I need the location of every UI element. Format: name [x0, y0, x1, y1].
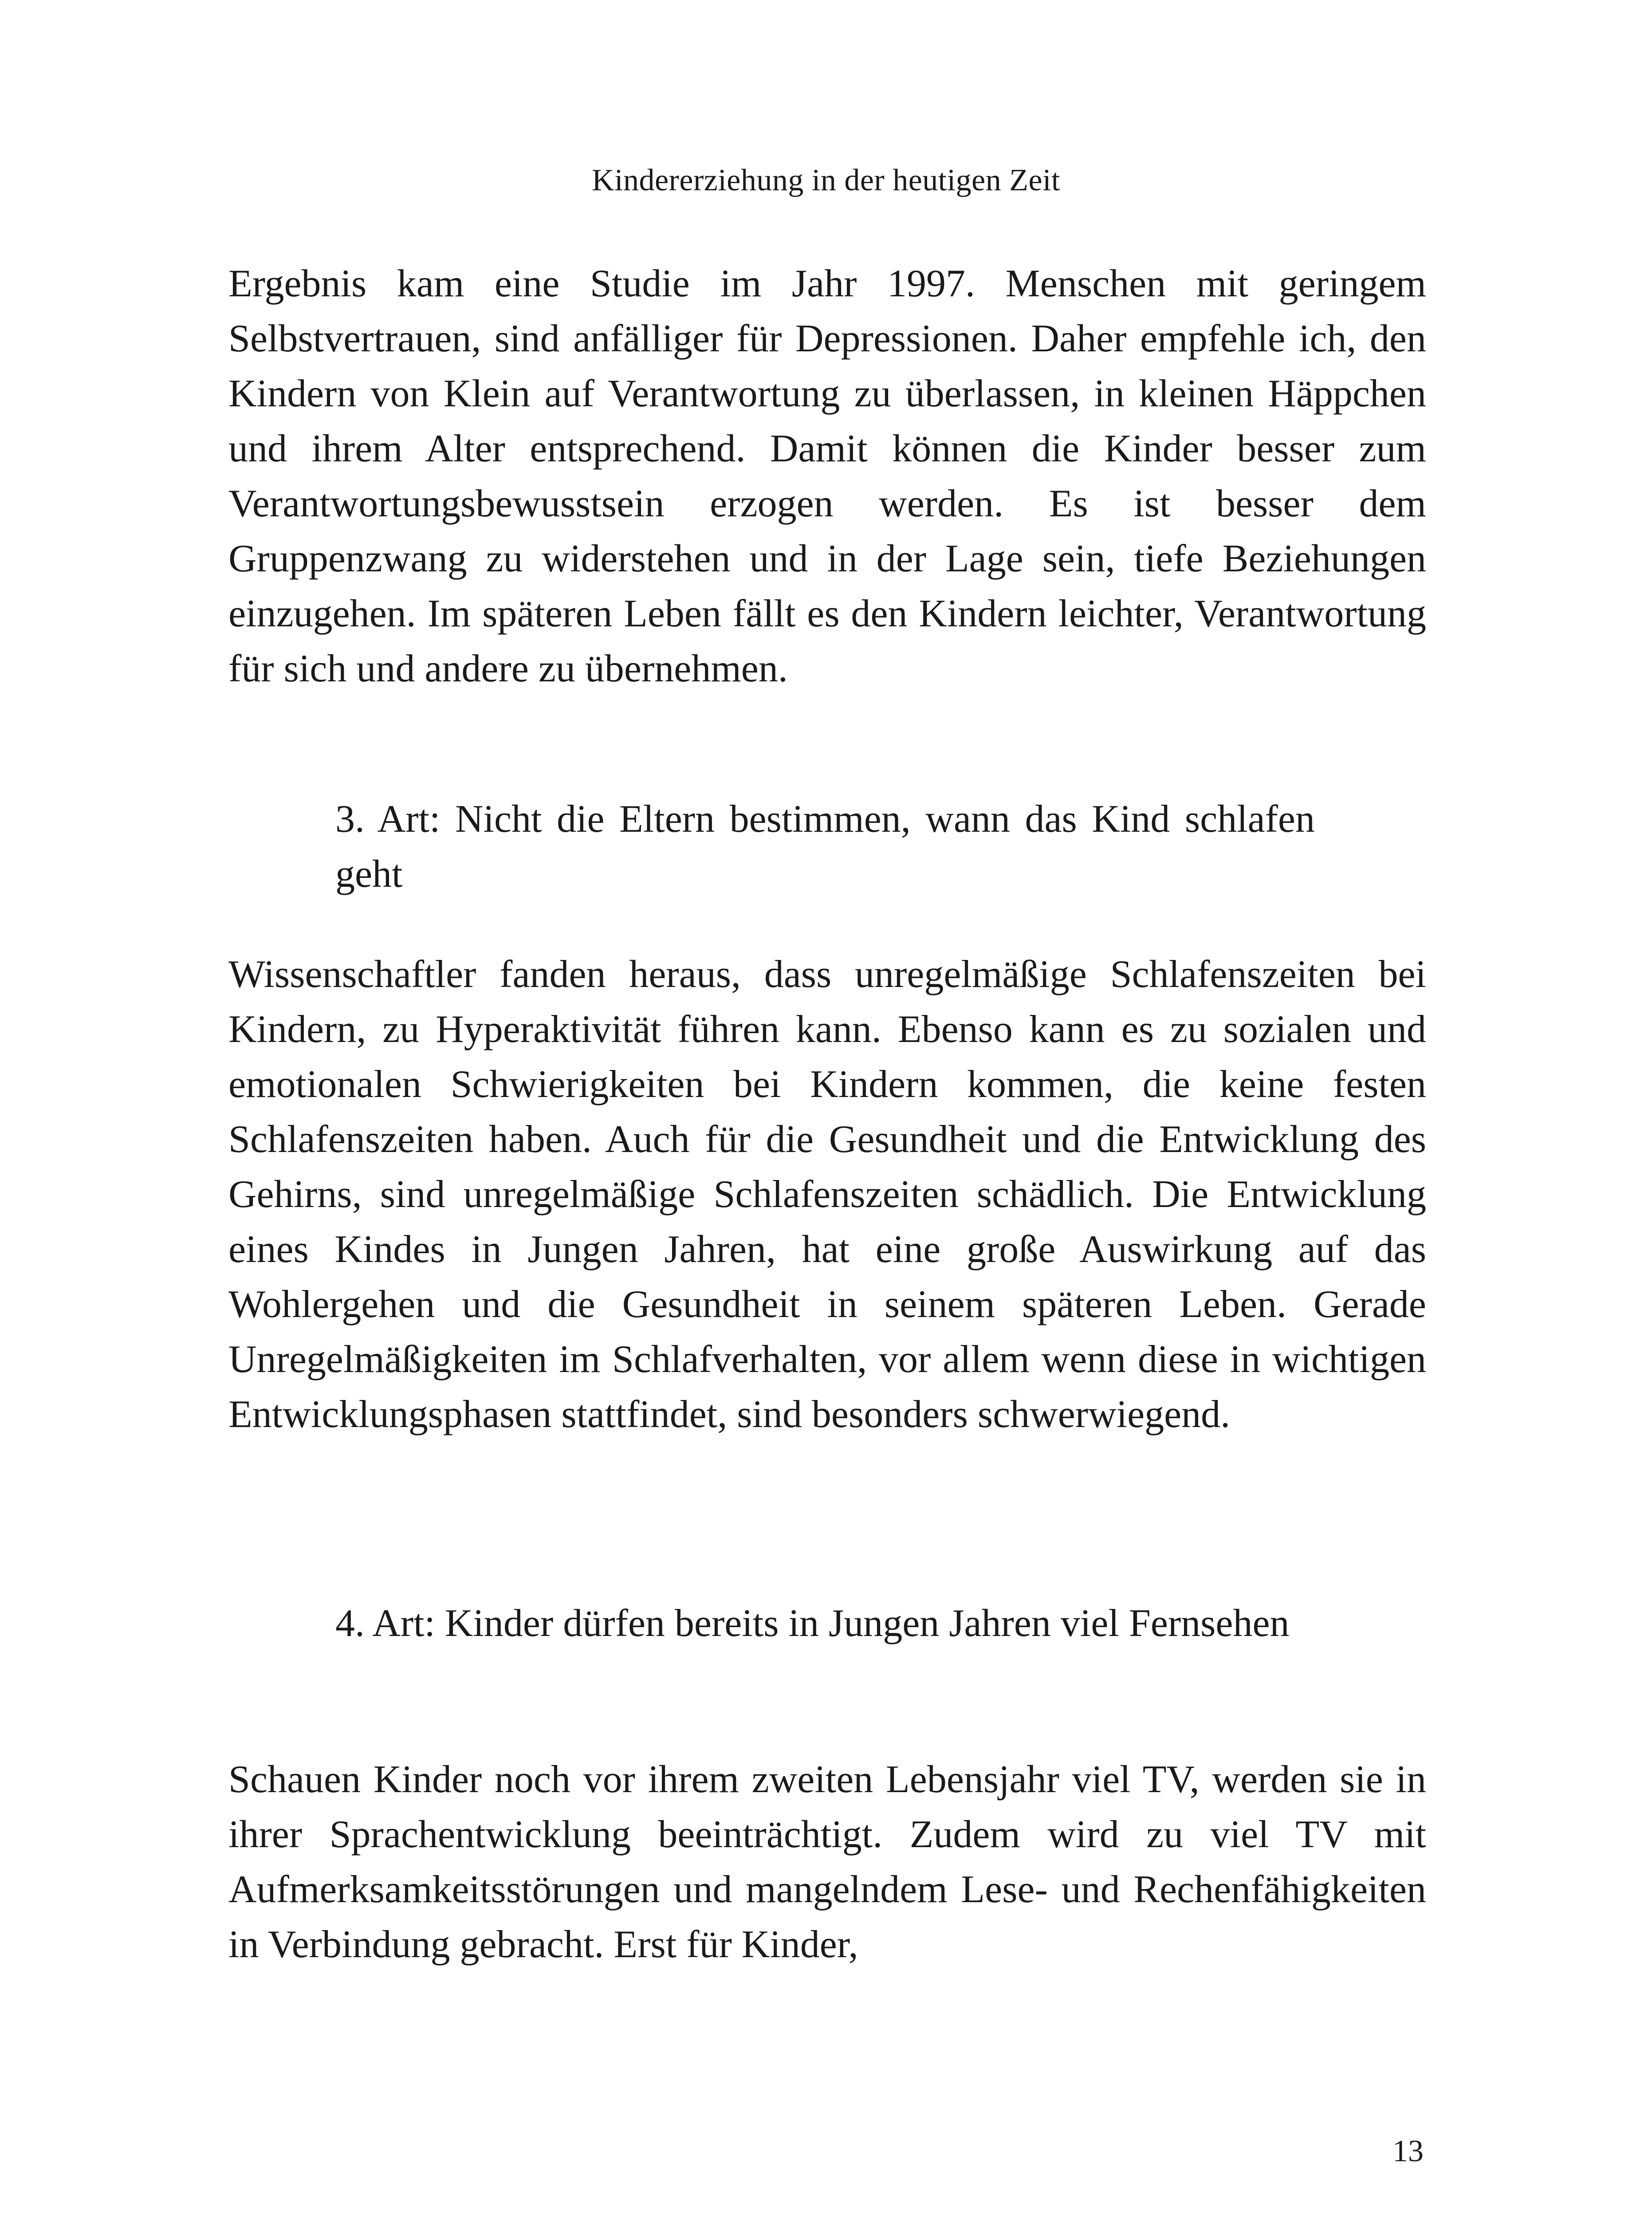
body-paragraph-1: Ergebnis kam eine Studie im Jahr 1997. Menschen mit geringem Selbstvertrauen, sind anfälliger für Depressionen. Daher empfehle ich, den Kindern von Klein auf Verantwortung zu überlassen, in kleinen Häppchen und ihrem Alter entsprechend. Damit können die Kinder besser zum Verantwortungsbewusstsein erzogen werden. Es ist besser dem Gruppenzwang zu widerstehen und in der Lage sein, tiefe Beziehungen einzugehen. Im späteren Leben fällt es den Kindern leichter, Verantwortung für sich und andere zu übernehmen. — [228, 262, 1426, 690]
section-heading-art-4: 4. Art: Kinder dürfen bereits in Jungen Jahren viel Fernsehen — [335, 1602, 1290, 1645]
running-header-title: Kindererziehung in der heutigen Zeit — [592, 163, 1060, 197]
page-number: 13 — [1392, 2134, 1424, 2168]
body-paragraph-3: Schauen Kinder noch vor ihrem zweiten Lebensjahr viel TV, werden sie in ihrer Sprachentwicklung beeinträchtigt. Zudem wird zu viel TV mit Aufmerksamkeitsstörungen und mangelndem Lese- und Rechenfähigkeiten in Verbindung gebracht. Erst für Kinder, — [228, 1758, 1426, 1966]
section-heading-art-3: 3. Art: Nicht die Eltern bestimmen, wann das Kind schlafen geht — [335, 798, 1315, 896]
body-paragraph-2: Wissenschaftler fanden heraus, dass unregelmäßige Schlafenszeiten bei Kindern, zu Hyperaktivität führen kann. Ebenso kann es zu sozialen und emotionalen Schwierigkeiten bei Kindern kommen, die keine festen Schlafenszeiten haben. Auch für die Gesundheit und die Entwicklung des Gehirns, sind unregelmäßige Schlafenszeiten schädlich. Die Entwicklung eines Kindes in Jungen Jahren, hat eine große Auswirkung auf das Wohlergehen und die Gesundheit in seinem späteren Leben. Gerade Unregelmäßigkeiten im Schlafverhalten, vor allem wenn diese in wichtigen Entwicklungsphasen stattfindet, sind besonders schwerwiegend. — [228, 953, 1426, 1436]
